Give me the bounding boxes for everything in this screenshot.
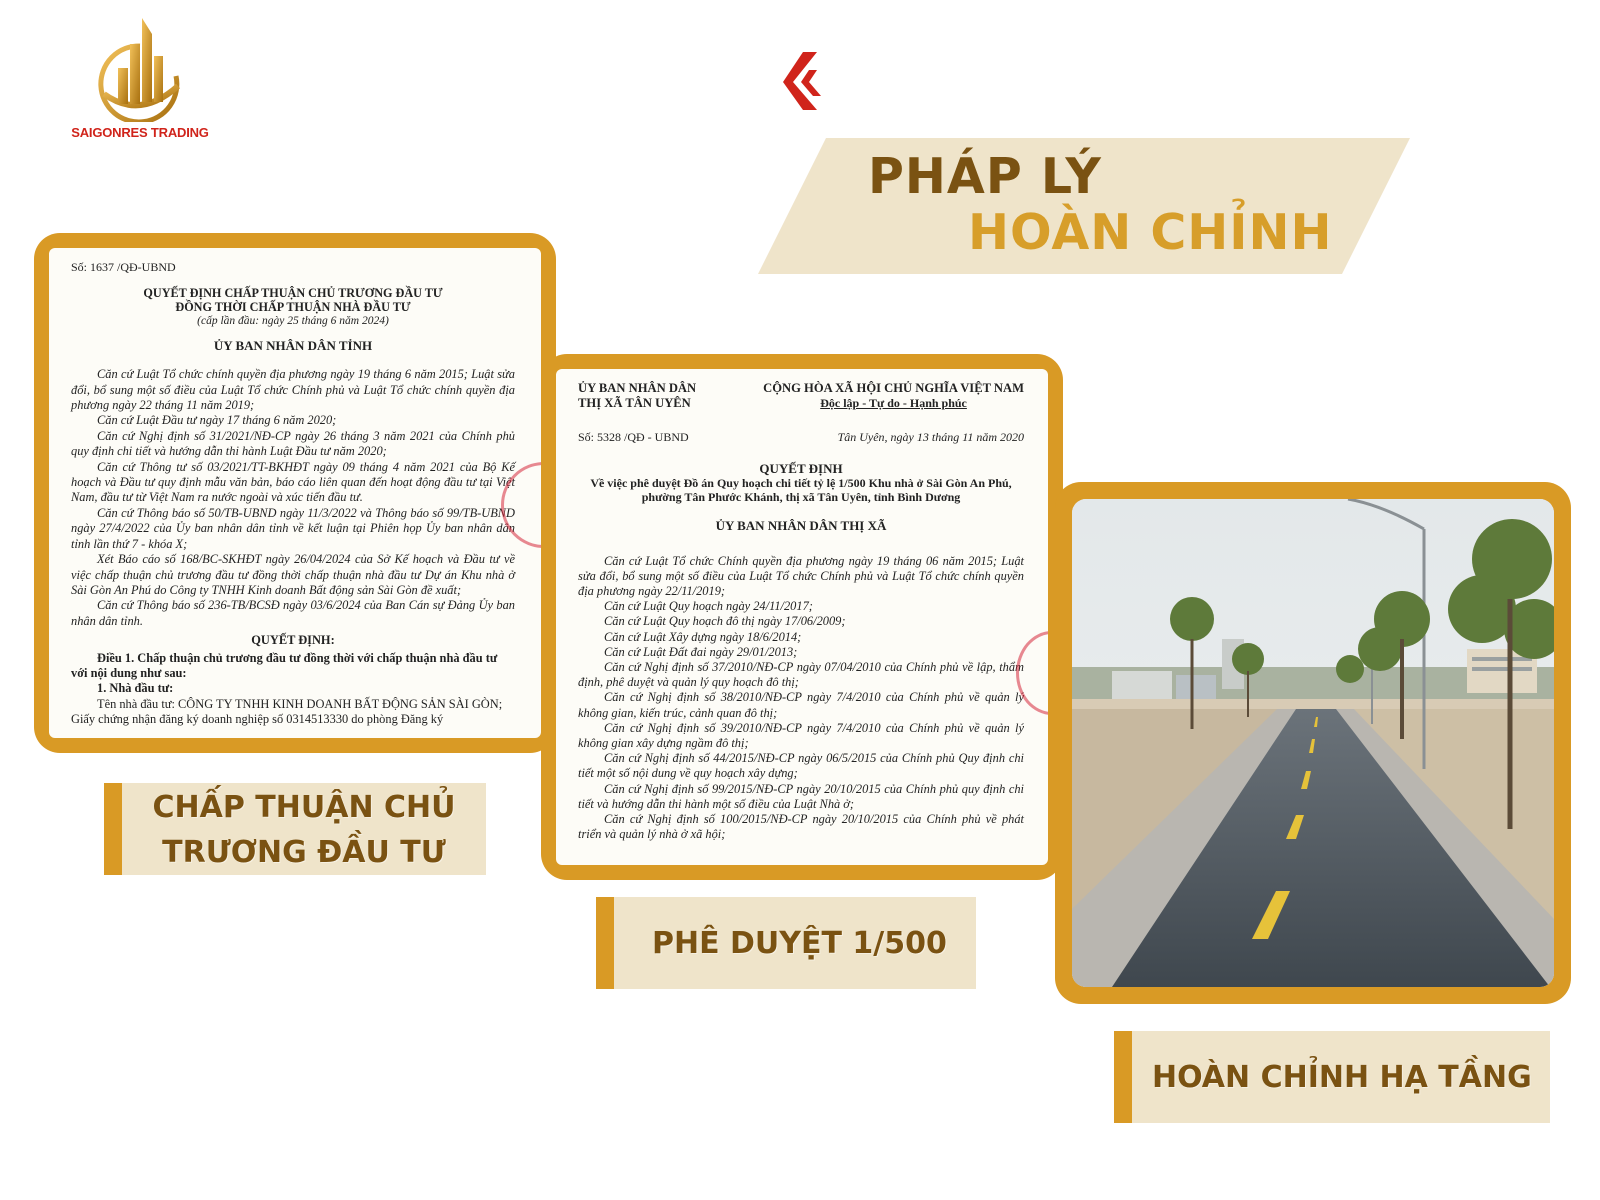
title-line-2: HOÀN CHỈNH — [968, 204, 1333, 261]
document-paragraph: Căn cứ Nghị định số 39/2010/NĐ-CP ngày 7/4/2010 của Chính phủ về quản lý không gian xây dựng ngầm đô thị; — [578, 720, 1024, 751]
document-decide: QUYẾT ĐỊNH: — [251, 633, 335, 648]
document-page — [49, 248, 541, 738]
building-logo-icon — [96, 16, 184, 122]
document-paragraph: Căn cứ Nghị định số 44/2015/NĐ-CP ngày 06/5/2015 của Chính phủ Quy định chi tiết một số nội dung về quy hoạch xây dựng; — [578, 751, 1024, 781]
document-subject: Về việc phê duyệt Đồ án Quy hoạch chi tiết tỷ lệ 1/500 Khu nhà ở Sài Gòn An Phú, phường Tân Phước Khánh, thị xã Tân Uyên, tỉnh Bình Dương — [590, 476, 1012, 505]
caption-label: HOÀN CHỈNH HẠ TẦNG — [1152, 1060, 1532, 1095]
document-heading-2: ĐỒNG THỜI CHẤP THUẬN NHÀ ĐẦU TƯ — [175, 299, 411, 314]
document-paragraph: Xét Báo cáo số 168/BC-SKHĐT ngày 26/04/2024 của Sở Kế hoạch và Đầu tư về việc chấp thuận chủ trương đầu tư đồng thời chấp thuận nhà đầu tư Dự án Khu nhà ở Sài Gòn An Phú do Công ty TNHH Kinh doanh Bất động sản Sài Gòn đề xuất; — [71, 552, 515, 597]
document-paragraph: Căn cứ Nghị định số 37/2010/NĐ-CP ngày 07/04/2010 của Chính phủ về lập, thẩm định, phê duyệt và quản lý quy hoạch đô thị; — [578, 660, 1024, 690]
road-photo-illustration — [1072, 499, 1554, 987]
national-title: CỘNG HÒA XÃ HỘI CHỦ NGHĨA VIỆT NAM — [763, 381, 1024, 395]
document-issue-date: (cấp lần đầu: ngày 25 tháng 6 năm 2024) — [197, 315, 389, 328]
document-national-header — [763, 381, 1024, 410]
document-paragraph: Căn cứ Thông báo số 50/TB-UBND ngày 11/3/2022 và Thông báo số 99/TB-UBND ngày 27/4/2022 của Ủy ban nhân dân tỉnh về kết luận tại Phiên họp Ủy ban nhân dân tỉnh lần thứ 7 - khóa X; — [71, 505, 515, 551]
red-flame-mark-icon — [783, 52, 829, 110]
document-article: Điều 1. Chấp thuận chủ trương đầu tư đồng thời với chấp thuận nhà đầu tư với nội dung như sau: — [71, 650, 498, 680]
document-paragraph: Căn cứ Nghị định số 100/2015/NĐ-CP ngày 20/10/2015 của Chính phủ về phát triển và quản lý nhà ở xã hội; — [578, 812, 1024, 842]
infrastructure-photo — [1055, 482, 1571, 1004]
document-number: Số: 1637 /QĐ-UBND — [71, 260, 176, 274]
caption-investment-approval — [104, 783, 486, 875]
caption-label: PHÊ DUYỆT 1/500 — [652, 926, 947, 961]
document-paragraph: Căn cứ Luật Đất đai ngày 29/01/2013; — [604, 644, 798, 659]
document-investment-approval — [34, 233, 556, 753]
caption-infrastructure — [1114, 1031, 1550, 1123]
document-paragraph: Căn cứ Luật Quy hoạch đô thị ngày 17/06/2009; — [604, 614, 846, 629]
document-paragraph: Căn cứ Nghị định số 99/2015/NĐ-CP ngày 20/10/2015 của Chính phủ quy định chi tiết và hướng dẫn thi hành một số điều của Luật Nhà ở; — [578, 781, 1024, 811]
document-paragraph: Căn cứ Luật Quy hoạch ngày 24/11/2017; — [604, 599, 813, 614]
document-paragraph: Căn cứ Thông báo số 236-TB/BCSĐ ngày 03/6/2024 của Ban Cán sự Đảng Ủy ban nhân dân tỉnh. — [71, 598, 515, 628]
caption-plan-approval — [596, 897, 976, 989]
document-paragraph: Căn cứ Nghị định số 31/2021/NĐ-CP ngày 26 tháng 3 năm 2021 của Chính phủ quy định chi tiết và hướng dẫn thi hành Luật Đầu tư năm 2020; — [71, 428, 515, 459]
photo-frame — [1072, 499, 1554, 987]
document-number: Số: 5328 /QĐ - UBND — [578, 430, 689, 444]
issuer-line-2: THỊ XÃ TÂN UYÊN — [578, 395, 691, 410]
document-paragraph: Căn cứ Luật Tổ chức chính quyền địa phương ngày 19 tháng 6 năm 2015; Luật sửa đổi, bổ sung một số điều của Luật Tổ chức Chính phủ và Luật Tổ chức chính quyền địa phương ngày 22 tháng 11 năm 2019; — [71, 367, 515, 413]
document-paragraph: Căn cứ Nghị định số 38/2010/NĐ-CP ngày 7/4/2010 của Chính phủ về quản lý không gian, kiến trúc, cảnh quan đô thị; — [578, 690, 1024, 720]
document-item-text: Tên nhà đầu tư: CÔNG TY TNHH KINH DOANH BẤT ĐỘNG SẢN SÀI GÒN; Giấy chứng nhận đăng ký doanh nghiệp số 0314513330 do phòng Đăng ký — [71, 696, 503, 727]
document-issuer — [578, 381, 696, 410]
national-motto: Độc lập - Tự do - Hạnh phúc — [820, 395, 967, 410]
document-item: 1. Nhà đầu tư: — [97, 681, 174, 696]
caption-label: CHẤP THUẬN CHỦ TRƯƠNG ĐẦU TƯ — [152, 790, 456, 870]
document-paragraph: Căn cứ Luật Xây dựng ngày 18/6/2014; — [604, 629, 802, 644]
document-paragraph: Căn cứ Thông tư số 03/2021/TT-BKHĐT ngày 09 tháng 4 năm 2021 của Bộ Kế hoạch và Đầu tư quy định mẫu văn bản, báo cáo liên quan đến hoạt động đầu tư tại Việt Nam, đầu tư từ Việt Nam ra nước ngoài và xúc tiến đầu tư. — [71, 459, 515, 505]
document-plan-approval — [541, 354, 1063, 880]
issuer-line-1: ỦY BAN NHÂN DÂN — [578, 381, 697, 395]
title-banner — [758, 138, 1410, 276]
brand-name: SAIGONRES TRADING — [71, 125, 209, 140]
document-date: Tân Uyên, ngày 13 tháng 11 năm 2020 — [837, 430, 1024, 444]
document-page — [556, 369, 1048, 865]
document-organization: ỦY BAN NHÂN DÂN THỊ XÃ — [715, 518, 887, 534]
document-paragraph: Căn cứ Luật Tổ chức Chính quyền địa phương ngày 19 tháng 06 năm 2015; Luật sửa đổi, bổ sung một số điều của Luật Tổ chức Chính phủ và Luật Tổ chức chính quyền địa phương ngày 22/11/2019; — [578, 553, 1024, 599]
document-heading: QUYẾT ĐỊNH — [759, 461, 843, 477]
document-organization: ỦY BAN NHÂN DÂN TỈNH — [213, 337, 373, 353]
document-heading: QUYẾT ĐỊNH CHẤP THUẬN CHỦ TRƯƠNG ĐẦU TƯ — [143, 286, 443, 301]
title-line-1: PHÁP LÝ — [868, 148, 1102, 205]
logo — [70, 16, 210, 146]
document-paragraph: Căn cứ Luật Đầu tư ngày 17 tháng 6 năm 2020; — [97, 413, 337, 428]
